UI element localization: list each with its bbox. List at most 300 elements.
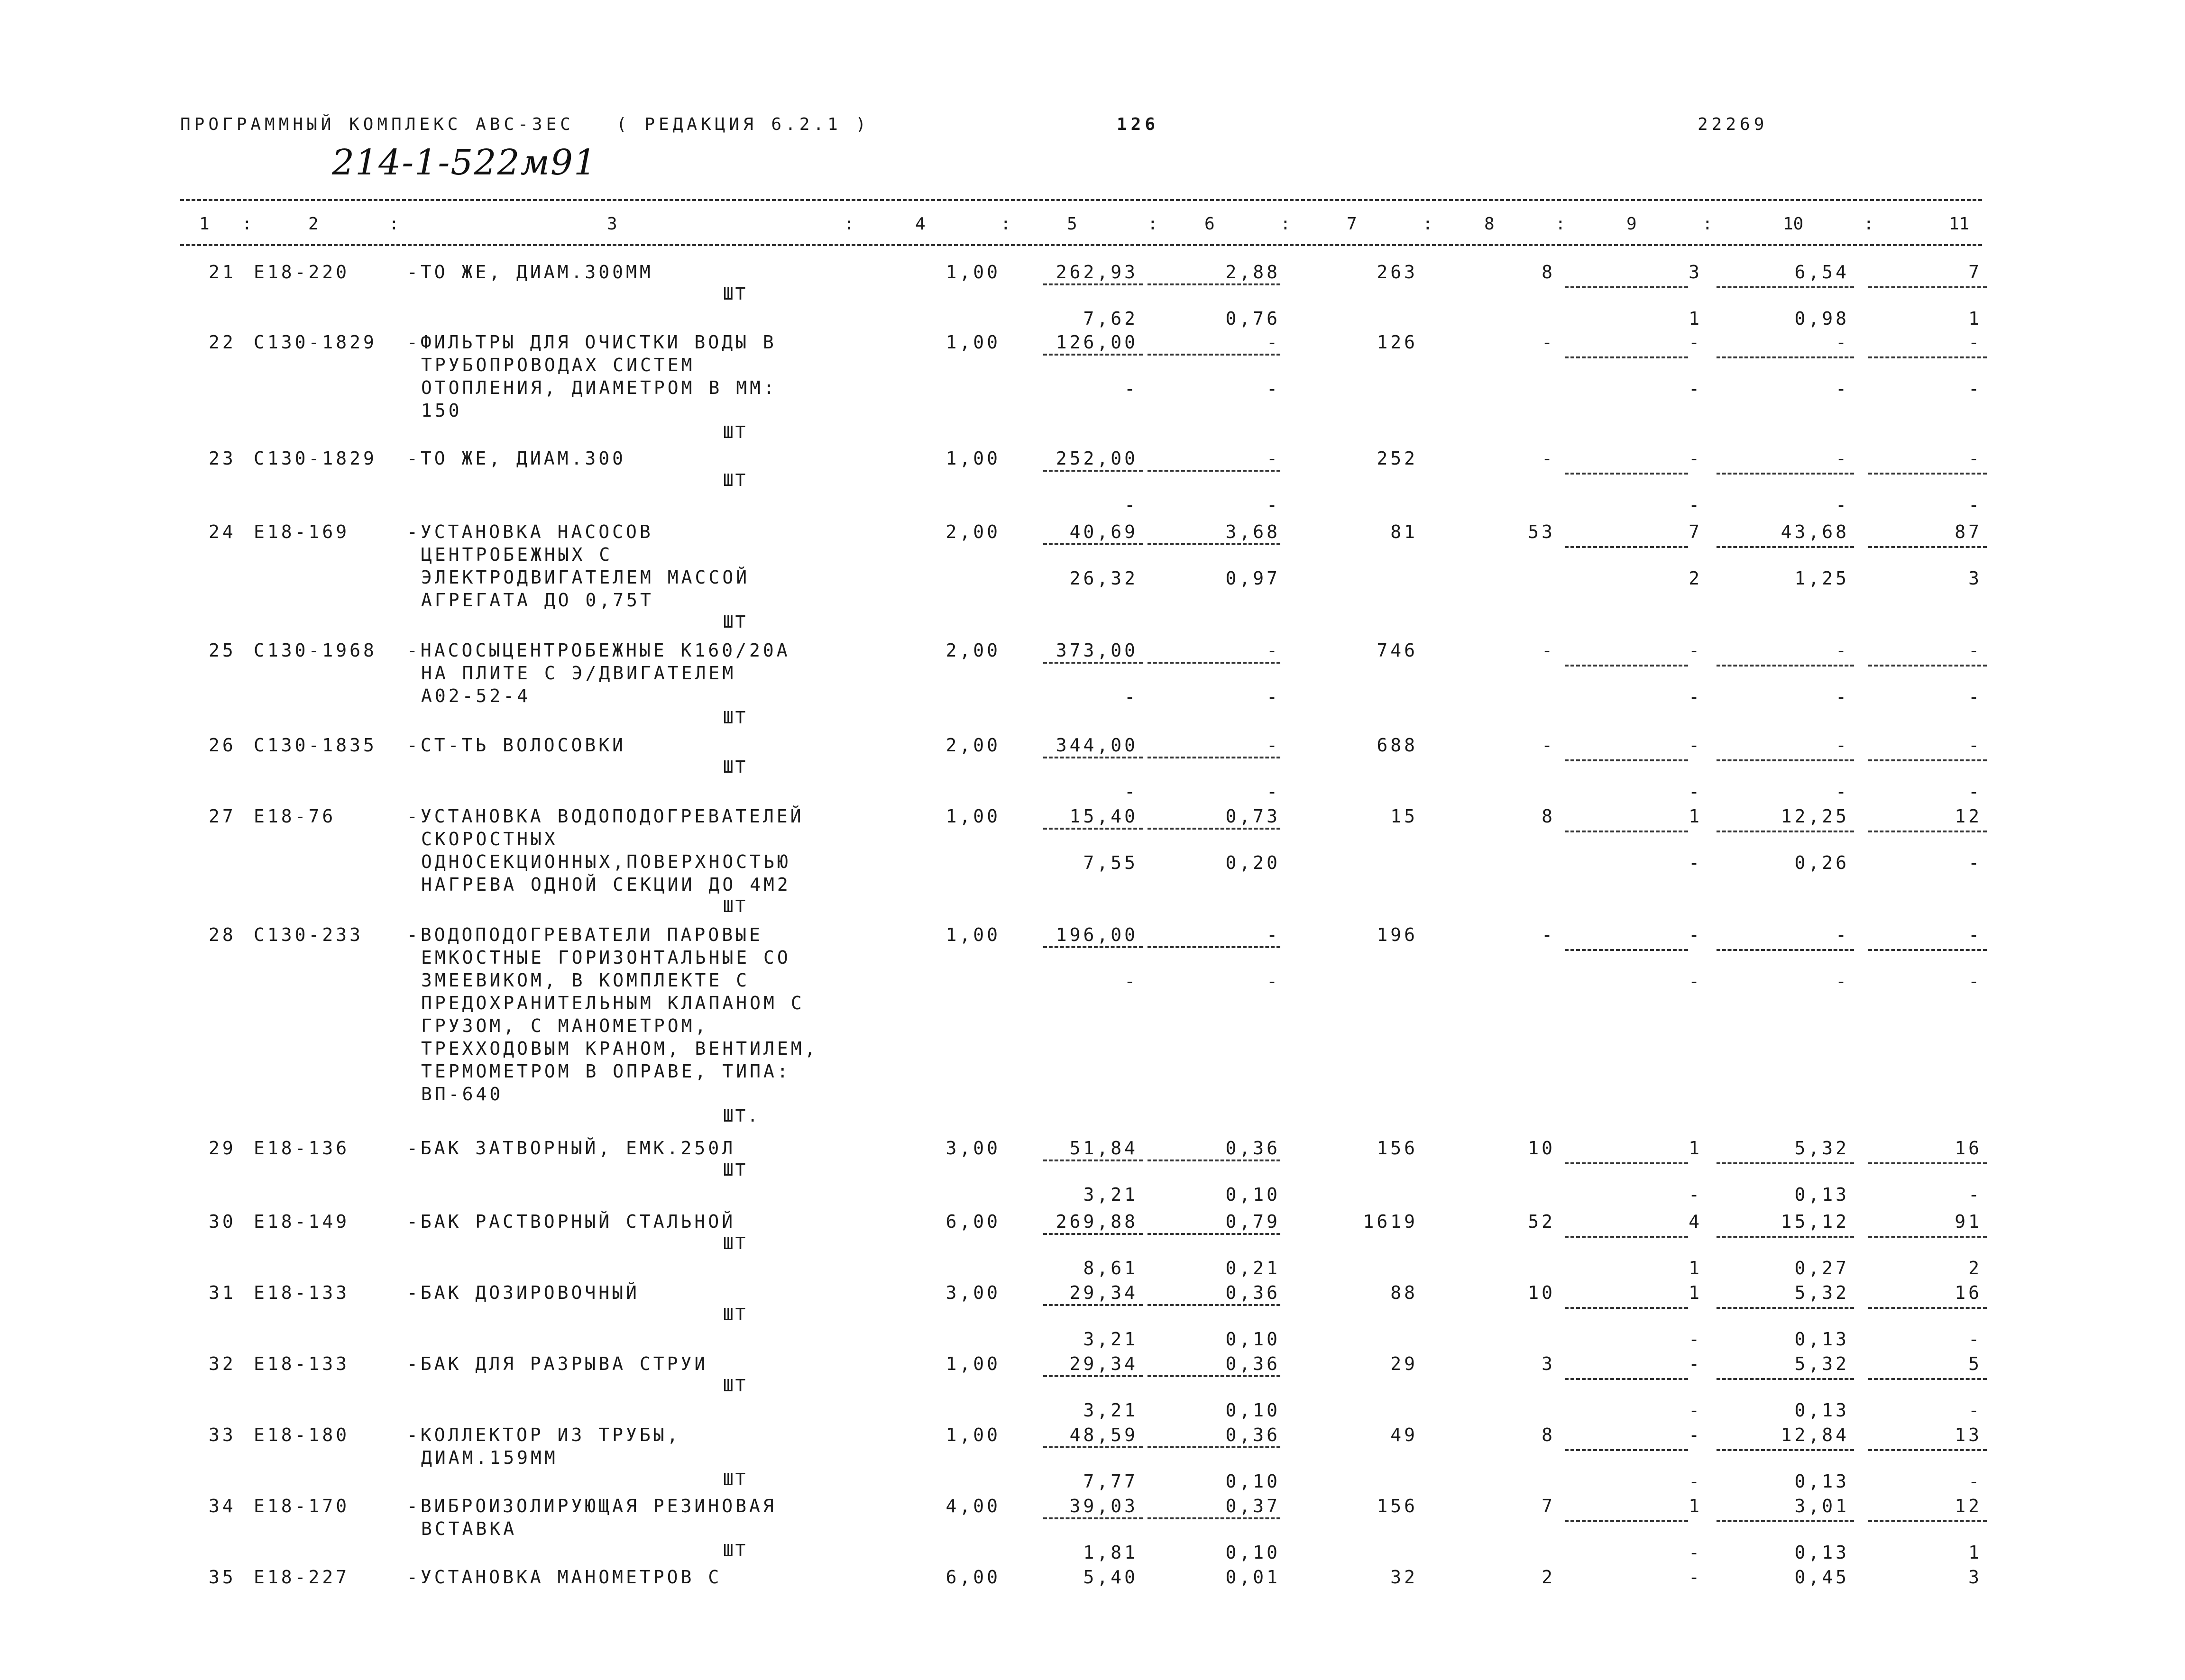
row-value-c5: 373,00 xyxy=(1056,640,1138,661)
subtotal-divider xyxy=(1717,546,1854,548)
row-value-c9: 1 xyxy=(1689,1496,1702,1516)
row-code: С130-233 xyxy=(254,924,364,945)
subtotal-divider xyxy=(1717,1378,1854,1380)
row-description-line: -БАК ДОЗИРОВОЧНЫЙ xyxy=(407,1282,640,1303)
row-value-c6: 0,36 xyxy=(1225,1353,1280,1374)
row-code: Е18-149 xyxy=(254,1211,350,1232)
top-rule xyxy=(180,199,1982,201)
row-number: 35 xyxy=(209,1567,236,1588)
row-sub-value-c5: - xyxy=(1124,494,1138,515)
subtotal-divider xyxy=(1868,1162,1987,1164)
subtotal-divider xyxy=(1868,546,1987,548)
row-sub-value-c10: 0,13 xyxy=(1794,1400,1849,1421)
row-quantity: 1,00 xyxy=(946,262,1001,283)
row-sub-value-c6: - xyxy=(1267,686,1280,707)
row-description-line: ПРЕДОХРАНИТЕЛЬНЫМ КЛАПАНОМ С xyxy=(421,993,805,1013)
row-sub-value-c5: 1,81 xyxy=(1083,1542,1138,1563)
row-description-line: НА ПЛИТЕ С Э/ДВИГАТЕЛЕМ xyxy=(421,663,736,684)
row-value-c5: 15,40 xyxy=(1069,806,1138,827)
row-sub-value-c10: 0,27 xyxy=(1794,1258,1849,1278)
row-code: Е18-133 xyxy=(254,1282,350,1303)
row-value-c8: 8 xyxy=(1542,262,1555,283)
subtotal-divider xyxy=(1565,286,1688,288)
row-value-c8: 10 xyxy=(1528,1282,1555,1303)
row-value-c7: 81 xyxy=(1390,521,1418,542)
row-sub-value-c9: - xyxy=(1689,686,1702,707)
row-sub-value-c9: - xyxy=(1689,1542,1702,1563)
row-value-c9: - xyxy=(1689,735,1702,756)
row-value-c10: - xyxy=(1836,332,1849,353)
subtotal-divider xyxy=(1148,1160,1280,1161)
row-value-c5: 29,34 xyxy=(1069,1282,1138,1303)
row-quantity: 1,00 xyxy=(946,1353,1001,1374)
row-sub-value-c10: 0,13 xyxy=(1794,1329,1849,1350)
subtotal-divider xyxy=(1043,543,1143,545)
row-unit: ШТ xyxy=(723,284,748,304)
row-description-line: ЭЛЕКТРОДВИГАТЕЛЕМ МАССОЙ xyxy=(421,567,750,588)
row-unit: ШТ xyxy=(723,897,748,916)
row-unit: ШТ xyxy=(723,1234,748,1253)
subtotal-divider xyxy=(1043,1304,1143,1306)
row-value-c5: 29,34 xyxy=(1069,1353,1138,1374)
row-value-c9: 3 xyxy=(1689,262,1702,283)
row-value-c10: 12,84 xyxy=(1781,1424,1849,1445)
column-separator: : xyxy=(1280,214,1291,234)
row-sub-value-c10: 0,13 xyxy=(1794,1184,1849,1205)
row-value-c7: 156 xyxy=(1377,1496,1418,1516)
row-value-c8: - xyxy=(1542,332,1555,353)
row-value-c7: 49 xyxy=(1390,1424,1418,1445)
row-value-c6: 0,79 xyxy=(1225,1211,1280,1232)
row-sub-value-c11: - xyxy=(1968,494,1982,515)
row-value-c6: 0,36 xyxy=(1225,1282,1280,1303)
row-code: Е18-227 xyxy=(254,1567,350,1588)
row-value-c11: 87 xyxy=(1955,521,1982,542)
row-value-c10: 43,68 xyxy=(1781,521,1849,542)
row-value-c11: 12 xyxy=(1955,806,1982,827)
subtotal-divider xyxy=(1565,1520,1688,1522)
row-description-line: ДИАМ.159ММ xyxy=(421,1447,558,1468)
row-number: 24 xyxy=(209,521,236,542)
subtotal-divider xyxy=(1565,473,1688,475)
row-value-c6: 2,88 xyxy=(1225,262,1280,283)
row-sub-value-c9: 1 xyxy=(1689,1258,1702,1278)
row-quantity: 2,00 xyxy=(946,735,1001,756)
row-description-line: -ВОДОПОДОГРЕВАТЕЛИ ПАРОВЫЕ xyxy=(407,924,763,945)
row-value-c9: - xyxy=(1689,1353,1702,1374)
row-number: 23 xyxy=(209,448,236,469)
row-quantity: 6,00 xyxy=(946,1211,1001,1232)
subtotal-divider xyxy=(1043,470,1143,472)
row-description-line: -БАК ЗАТВОРНЫЙ, ЕМК.250Л xyxy=(407,1138,736,1159)
row-value-c6: 0,01 xyxy=(1225,1567,1280,1588)
subtotal-divider xyxy=(1148,828,1280,830)
row-description-line: ТЕРМОМЕТРОМ В ОПРАВЕ, ТИПА: xyxy=(421,1061,791,1082)
row-sub-value-c10: - xyxy=(1836,781,1849,802)
row-sub-value-c5: 3,21 xyxy=(1083,1184,1138,1205)
row-sub-value-c6: - xyxy=(1267,781,1280,802)
row-sub-value-c11: - xyxy=(1968,686,1982,707)
row-sub-value-c6: 0,76 xyxy=(1225,308,1280,329)
row-value-c9: - xyxy=(1689,1567,1702,1588)
subtotal-divider xyxy=(1868,286,1987,288)
subtotal-divider xyxy=(1043,946,1143,948)
row-sub-value-c5: 3,21 xyxy=(1083,1329,1138,1350)
subtotal-divider xyxy=(1565,1449,1688,1451)
row-sub-value-c9: 1 xyxy=(1689,308,1702,329)
row-value-c6: - xyxy=(1267,924,1280,945)
row-value-c7: 29 xyxy=(1390,1353,1418,1374)
subtotal-divider xyxy=(1148,1446,1280,1448)
row-description-line: -УСТАНОВКА ВОДОПОДОГРЕВАТЕЛЕЙ xyxy=(407,806,804,827)
row-value-c7: 746 xyxy=(1377,640,1418,661)
row-value-c7: 88 xyxy=(1390,1282,1418,1303)
row-quantity: 3,00 xyxy=(946,1138,1001,1159)
row-value-c10: - xyxy=(1836,640,1849,661)
row-value-c5: 196,00 xyxy=(1056,924,1138,945)
row-value-c10: 5,32 xyxy=(1794,1138,1849,1159)
row-code: С130-1968 xyxy=(254,640,377,661)
subtotal-divider xyxy=(1043,828,1143,830)
row-sub-value-c11: 1 xyxy=(1968,308,1982,329)
row-sub-value-c10: - xyxy=(1836,378,1849,399)
row-number: 33 xyxy=(209,1424,236,1445)
row-value-c7: 688 xyxy=(1377,735,1418,756)
subtotal-divider xyxy=(1043,1517,1143,1519)
row-description-line: ОТОПЛЕНИЯ, ДИАМЕТРОМ В ММ: xyxy=(421,377,777,398)
subtotal-divider xyxy=(1565,759,1688,761)
row-value-c5: 269,88 xyxy=(1056,1211,1138,1232)
row-code: Е18-169 xyxy=(254,521,350,542)
row-value-c8: 2 xyxy=(1542,1567,1555,1588)
column-number-7: 7 xyxy=(1347,214,1357,234)
row-value-c11: 12 xyxy=(1955,1496,1982,1516)
subtotal-divider xyxy=(1565,1236,1688,1238)
row-number: 25 xyxy=(209,640,236,661)
row-number: 28 xyxy=(209,924,236,945)
row-sub-value-c9: - xyxy=(1689,1471,1702,1492)
row-sub-value-c11: - xyxy=(1968,971,1982,992)
row-sub-value-c9: - xyxy=(1689,781,1702,802)
subtotal-divider xyxy=(1043,1446,1143,1448)
row-sub-value-c10: 0,13 xyxy=(1794,1471,1849,1492)
row-value-c9: - xyxy=(1689,332,1702,353)
subtotal-divider xyxy=(1868,1520,1987,1522)
row-sub-value-c6: - xyxy=(1267,971,1280,992)
row-value-c11: 7 xyxy=(1968,262,1982,283)
row-code: С130-1829 xyxy=(254,332,377,353)
column-number-8: 8 xyxy=(1484,214,1495,234)
row-value-c7: 15 xyxy=(1390,806,1418,827)
row-description-line: ОДНОСЕКЦИОННЫХ,ПОВЕРХНОСТЬЮ xyxy=(421,851,791,872)
column-separator: : xyxy=(1702,214,1713,234)
row-unit: ШТ xyxy=(723,1160,748,1180)
row-value-c11: - xyxy=(1968,924,1982,945)
subtotal-divider xyxy=(1148,662,1280,664)
row-value-c11: 16 xyxy=(1955,1138,1982,1159)
row-value-c8: 3 xyxy=(1542,1353,1555,1374)
row-value-c11: - xyxy=(1968,332,1982,353)
row-sub-value-c6: 0,10 xyxy=(1225,1184,1280,1205)
row-sub-value-c5: - xyxy=(1124,781,1138,802)
row-number: 30 xyxy=(209,1211,236,1232)
row-quantity: 1,00 xyxy=(946,806,1001,827)
row-sub-value-c9: 2 xyxy=(1689,568,1702,589)
row-code: Е18-220 xyxy=(254,262,350,283)
column-number-1: 1 xyxy=(199,214,210,234)
column-separator: : xyxy=(1423,214,1433,234)
row-value-c7: 196 xyxy=(1377,924,1418,945)
row-value-c9: 1 xyxy=(1689,1282,1702,1303)
row-description-line: ГРУЗОМ, С МАНОМЕТРОМ, xyxy=(421,1015,709,1036)
subtotal-divider xyxy=(1717,1449,1854,1451)
row-value-c8: - xyxy=(1542,735,1555,756)
row-sub-value-c6: 0,10 xyxy=(1225,1471,1280,1492)
row-value-c6: - xyxy=(1267,448,1280,469)
row-unit: ШТ xyxy=(723,423,748,442)
column-separator: : xyxy=(1148,214,1158,234)
subtotal-divider xyxy=(1148,946,1280,948)
subtotal-divider xyxy=(1717,473,1854,475)
row-quantity: 2,00 xyxy=(946,521,1001,542)
document-number: 22269 xyxy=(1698,115,1768,134)
subtotal-divider xyxy=(1043,354,1143,356)
subtotal-divider xyxy=(1717,1307,1854,1309)
row-value-c8: - xyxy=(1542,640,1555,661)
subtotal-divider xyxy=(1148,1517,1280,1519)
column-number-6: 6 xyxy=(1204,214,1215,234)
row-value-c5: 262,93 xyxy=(1056,262,1138,283)
row-value-c8: - xyxy=(1542,448,1555,469)
row-description-line: СКОРОСТНЫХ xyxy=(421,829,558,849)
row-value-c6: - xyxy=(1267,332,1280,353)
row-value-c5: 344,00 xyxy=(1056,735,1138,756)
row-description-line: ТРЕХХОДОВЫМ КРАНОМ, ВЕНТИЛЕМ, xyxy=(421,1038,818,1059)
row-value-c9: 1 xyxy=(1689,806,1702,827)
subtotal-divider xyxy=(1717,759,1854,761)
row-sub-value-c5: 7,77 xyxy=(1083,1471,1138,1492)
row-value-c11: 5 xyxy=(1968,1353,1982,1374)
subtotal-divider xyxy=(1565,1378,1688,1380)
row-sub-value-c9: - xyxy=(1689,494,1702,515)
subtotal-divider xyxy=(1717,1520,1854,1522)
subtotal-divider xyxy=(1868,1307,1987,1309)
row-value-c10: 3,01 xyxy=(1794,1496,1849,1516)
row-value-c5: 39,03 xyxy=(1069,1496,1138,1516)
row-description-line: -НАСОСЫЦЕНТРОБЕЖНЫЕ К160/20А xyxy=(407,640,790,661)
row-value-c9: - xyxy=(1689,640,1702,661)
row-quantity: 1,00 xyxy=(946,1424,1001,1445)
row-value-c10: 5,32 xyxy=(1794,1282,1849,1303)
column-number-9: 9 xyxy=(1626,214,1637,234)
column-number-3: 3 xyxy=(607,214,617,234)
row-value-c8: 7 xyxy=(1542,1496,1555,1516)
column-separator: : xyxy=(389,214,399,234)
row-sub-value-c11: 3 xyxy=(1968,568,1982,589)
row-description-line: НАГРЕВА ОДНОЙ СЕКЦИИ ДО 4М2 xyxy=(421,874,791,895)
row-sub-value-c6: 0,10 xyxy=(1225,1400,1280,1421)
subtotal-divider xyxy=(1868,949,1987,951)
subtotal-divider xyxy=(1565,1307,1688,1309)
row-unit: ШТ. xyxy=(723,1106,760,1126)
row-sub-value-c5: 7,62 xyxy=(1083,308,1138,329)
program-title: ПРОГРАММНЫЙ КОМПЛЕКС АВС-3ЕС xyxy=(180,115,574,134)
subtotal-divider xyxy=(1868,1378,1987,1380)
row-description-line: -ВИБРОИЗОЛИРУЮЩАЯ РЕЗИНОВАЯ xyxy=(407,1496,777,1516)
row-value-c6: 0,73 xyxy=(1225,806,1280,827)
row-value-c6: 0,37 xyxy=(1225,1496,1280,1516)
row-sub-value-c10: 1,25 xyxy=(1794,568,1849,589)
row-number: 21 xyxy=(209,262,236,283)
subtotal-divider xyxy=(1868,356,1987,358)
row-value-c5: 5,40 xyxy=(1083,1567,1138,1588)
row-value-c7: 1619 xyxy=(1363,1211,1418,1232)
row-sub-value-c9: - xyxy=(1689,378,1702,399)
subtotal-divider xyxy=(1717,1236,1854,1238)
row-unit: ШТ xyxy=(723,1305,748,1324)
row-number: 32 xyxy=(209,1353,236,1374)
subtotal-divider xyxy=(1717,665,1854,667)
subtotal-divider xyxy=(1043,1160,1143,1161)
row-description-line: -УСТАНОВКА НАСОСОВ xyxy=(407,521,653,542)
row-value-c11: 91 xyxy=(1955,1211,1982,1232)
subtotal-divider xyxy=(1868,1236,1987,1238)
row-quantity: 2,00 xyxy=(946,640,1001,661)
row-sub-value-c10: - xyxy=(1836,494,1849,515)
row-value-c7: 252 xyxy=(1377,448,1418,469)
row-value-c10: 6,54 xyxy=(1794,262,1849,283)
row-sub-value-c11: - xyxy=(1968,1184,1982,1205)
row-unit: ШТ xyxy=(723,708,748,728)
row-code: С130-1835 xyxy=(254,735,377,756)
subtotal-divider xyxy=(1717,949,1854,951)
row-description-line: -БАК ДЛЯ РАЗРЫВА СТРУИ xyxy=(407,1353,708,1374)
row-value-c10: - xyxy=(1836,924,1849,945)
row-value-c10: 0,45 xyxy=(1794,1567,1849,1588)
subtotal-divider xyxy=(1717,831,1854,832)
row-value-c9: - xyxy=(1689,448,1702,469)
row-unit: ШТ xyxy=(723,1541,748,1561)
column-separator: : xyxy=(844,214,854,234)
column-separator: : xyxy=(1864,214,1874,234)
subtotal-divider xyxy=(1148,1375,1280,1377)
row-value-c11: - xyxy=(1968,735,1982,756)
subtotal-divider xyxy=(1148,283,1280,285)
row-sub-value-c5: - xyxy=(1124,971,1138,992)
row-sub-value-c11: - xyxy=(1968,1471,1982,1492)
row-sub-value-c6: - xyxy=(1267,494,1280,515)
subtotal-divider xyxy=(1868,665,1987,667)
row-sub-value-c6: 0,10 xyxy=(1225,1542,1280,1563)
row-description-line: -ТО ЖЕ, ДИАМ.300ММ xyxy=(407,262,653,283)
subtotal-divider xyxy=(1565,949,1688,951)
row-number: 31 xyxy=(209,1282,236,1303)
row-number: 26 xyxy=(209,735,236,756)
row-value-c8: 8 xyxy=(1542,806,1555,827)
column-number-4: 4 xyxy=(915,214,926,234)
row-quantity: 6,00 xyxy=(946,1567,1001,1588)
row-value-c5: 51,84 xyxy=(1069,1138,1138,1159)
row-value-c7: 126 xyxy=(1377,332,1418,353)
row-value-c11: 13 xyxy=(1955,1424,1982,1445)
row-value-c8: - xyxy=(1542,924,1555,945)
row-quantity: 1,00 xyxy=(946,448,1001,469)
row-value-c11: - xyxy=(1968,448,1982,469)
subtotal-divider xyxy=(1148,1233,1280,1235)
row-quantity: 1,00 xyxy=(946,332,1001,353)
column-number-5: 5 xyxy=(1067,214,1077,234)
row-description-line: 150 xyxy=(421,400,462,421)
subtotal-divider xyxy=(1565,546,1688,548)
row-sub-value-c5: - xyxy=(1124,686,1138,707)
row-value-c5: 126,00 xyxy=(1056,332,1138,353)
row-value-c10: 12,25 xyxy=(1781,806,1849,827)
row-value-c6: - xyxy=(1267,735,1280,756)
row-code: Е18-180 xyxy=(254,1424,350,1445)
handwritten-reference: 214-1-522м91 xyxy=(332,142,597,183)
subtotal-divider xyxy=(1043,1375,1143,1377)
subtotal-divider xyxy=(1148,470,1280,472)
subtotal-divider xyxy=(1148,354,1280,356)
row-description-line: А02-52-4 xyxy=(421,685,531,706)
row-value-c10: 5,32 xyxy=(1794,1353,1849,1374)
column-separator: : xyxy=(242,214,252,234)
row-value-c9: - xyxy=(1689,1424,1702,1445)
row-value-c10: - xyxy=(1836,448,1849,469)
row-sub-value-c11: - xyxy=(1968,378,1982,399)
row-value-c6: - xyxy=(1267,640,1280,661)
column-separator: : xyxy=(1001,214,1011,234)
column-number-11: 11 xyxy=(1949,214,1970,234)
row-value-c9: - xyxy=(1689,924,1702,945)
row-sub-value-c10: 0,98 xyxy=(1794,308,1849,329)
row-sub-value-c5: 26,32 xyxy=(1069,568,1138,589)
subtotal-divider xyxy=(1043,757,1143,758)
row-unit: ШТ xyxy=(723,758,748,777)
subtotal-divider xyxy=(1565,356,1688,358)
row-value-c10: - xyxy=(1836,735,1849,756)
row-code: Е18-76 xyxy=(254,806,336,827)
column-number-10: 10 xyxy=(1783,214,1804,234)
subtotal-divider xyxy=(1717,356,1854,358)
row-value-c5: 252,00 xyxy=(1056,448,1138,469)
subtotal-divider xyxy=(1043,662,1143,664)
row-sub-value-c6: 0,10 xyxy=(1225,1329,1280,1350)
subtotal-divider xyxy=(1868,1449,1987,1451)
subtotal-divider xyxy=(1565,665,1688,667)
column-number-2: 2 xyxy=(308,214,319,234)
subtotal-divider xyxy=(1868,831,1987,832)
row-sub-value-c6: 0,97 xyxy=(1225,568,1280,589)
row-code: С130-1829 xyxy=(254,448,377,469)
subtotal-divider xyxy=(1043,1233,1143,1235)
row-sub-value-c9: - xyxy=(1689,1400,1702,1421)
subtotal-divider xyxy=(1868,759,1987,761)
row-unit: ШТ xyxy=(723,612,748,632)
row-sub-value-c11: - xyxy=(1968,1329,1982,1350)
row-description-line: ВСТАВКА xyxy=(421,1518,517,1539)
row-number: 34 xyxy=(209,1496,236,1516)
row-value-c9: 7 xyxy=(1689,521,1702,542)
row-value-c5: 48,59 xyxy=(1069,1424,1138,1445)
row-sub-value-c11: - xyxy=(1968,852,1982,873)
header-rule xyxy=(180,244,1982,246)
subtotal-divider xyxy=(1148,757,1280,758)
row-value-c8: 10 xyxy=(1528,1138,1555,1159)
row-sub-value-c11: 2 xyxy=(1968,1258,1982,1278)
row-sub-value-c11: 1 xyxy=(1968,1542,1982,1563)
row-sub-value-c5: 8,61 xyxy=(1083,1258,1138,1278)
